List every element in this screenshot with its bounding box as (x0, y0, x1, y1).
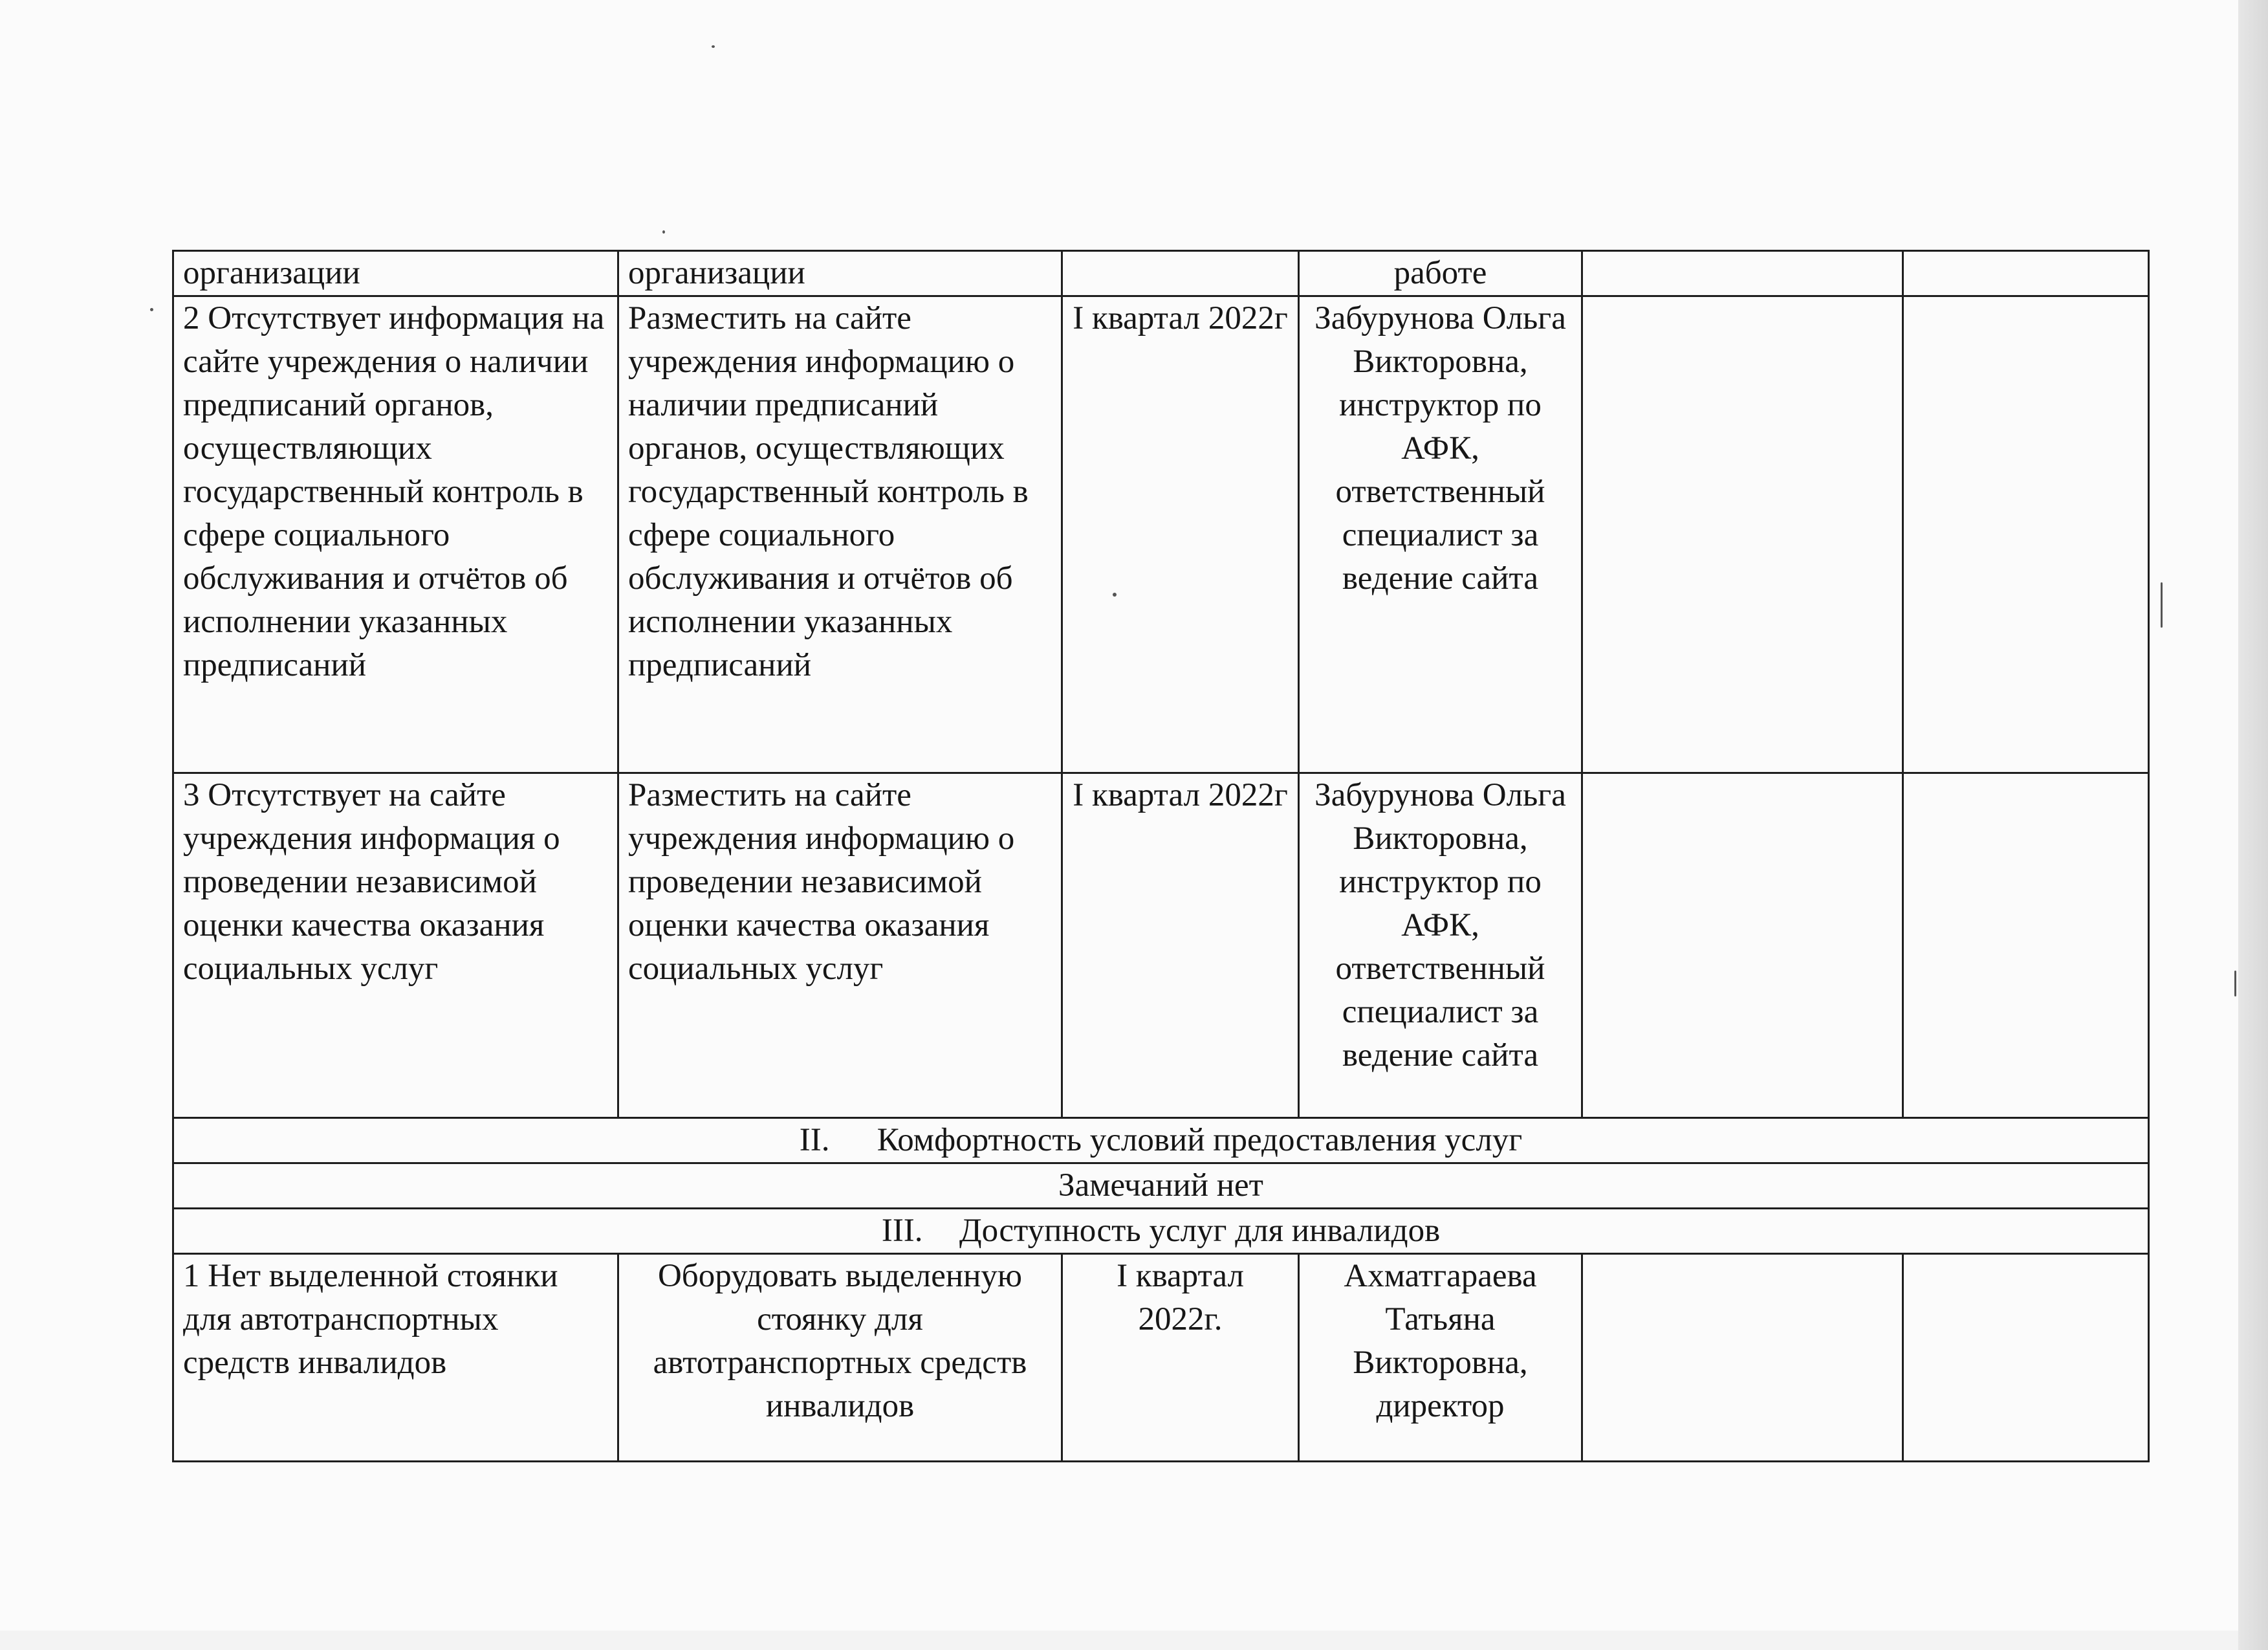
date-cell (1903, 773, 2149, 1118)
date-cell (1903, 1254, 2149, 1462)
term-cell (1062, 251, 1299, 296)
date-cell (1903, 251, 2149, 296)
section-2-note: Замечаний нет (173, 1163, 2149, 1209)
action-plan-table (172, 250, 2150, 1462)
result-cell (1582, 296, 1903, 773)
problem-cell: 1 Нет выделенной стоянки для автотранспортных средств инвалидов (173, 1254, 618, 1462)
page-edge-shadow (2238, 0, 2268, 1650)
scan-speck (712, 45, 715, 48)
term-cell: I квартал 2022г. (1062, 1254, 1299, 1462)
scan-speck (2161, 582, 2163, 628)
scan-speck (2234, 971, 2236, 996)
table-row (173, 773, 2149, 1118)
result-cell (1582, 251, 1903, 296)
measure-cell: Разместить на сайте учреждения информацию о проведении независимой оценки качества оказания социальных услуг (618, 773, 1062, 1118)
term-cell: I квартал 2022г (1062, 773, 1299, 1118)
section-2-header (173, 1118, 2149, 1163)
measure-cell: организации (618, 251, 1062, 296)
section-3-title: Доступность услуг для инвалидов (959, 1213, 1441, 1249)
problem-cell: 2 Отсутствует информация на сайте учреждения о наличии предписаний органов, осуществляющих государственный контроль в сфере социального обслуживания и отчётов об исполнении указанных предписаний (173, 296, 618, 773)
section-2-numeral: II. (799, 1122, 830, 1158)
scan-speck (150, 308, 153, 311)
problem-cell: организации (173, 251, 618, 296)
section-header-row (173, 1118, 2149, 1163)
measure-cell: Разместить на сайте учреждения информацию о наличии предписаний органов, осуществляющих государственный контроль в сфере социального обслуживания и отчётов об исполнении указанных предписаний (618, 296, 1062, 773)
term-cell: I квартал 2022г (1062, 296, 1299, 773)
section-header-row (173, 1209, 2149, 1254)
table-row (173, 296, 2149, 773)
section-2-title: Комфортность условий предоставления услуг (877, 1122, 1523, 1158)
responsible-cell: Забурунова Ольга Викторовна, инструктор по АФК, ответственный специалист за ведение сайта (1299, 773, 1582, 1118)
section-3-numeral: III. (881, 1213, 923, 1249)
responsible-cell: Забурунова Ольга Викторовна, инструктор по АФК, ответственный специалист за ведение сайта (1299, 296, 1582, 773)
result-cell (1582, 1254, 1903, 1462)
section-3-header (173, 1209, 2149, 1254)
responsible-cell: Ахматгараева Татьяна Викторовна, директор (1299, 1254, 1582, 1462)
table-row (173, 1254, 2149, 1462)
table-row (173, 251, 2149, 296)
date-cell (1903, 296, 2149, 773)
responsible-cell: работе (1299, 251, 1582, 296)
problem-cell: 3 Отсутствует на сайте учреждения информация о проведении независимой оценки качества оказания социальных услуг (173, 773, 618, 1118)
result-cell (1582, 773, 1903, 1118)
measure-cell: Оборудовать выделенную стоянку для автотранспортных средств инвалидов (618, 1254, 1062, 1462)
section-note-row (173, 1163, 2149, 1209)
scan-speck (662, 230, 665, 234)
